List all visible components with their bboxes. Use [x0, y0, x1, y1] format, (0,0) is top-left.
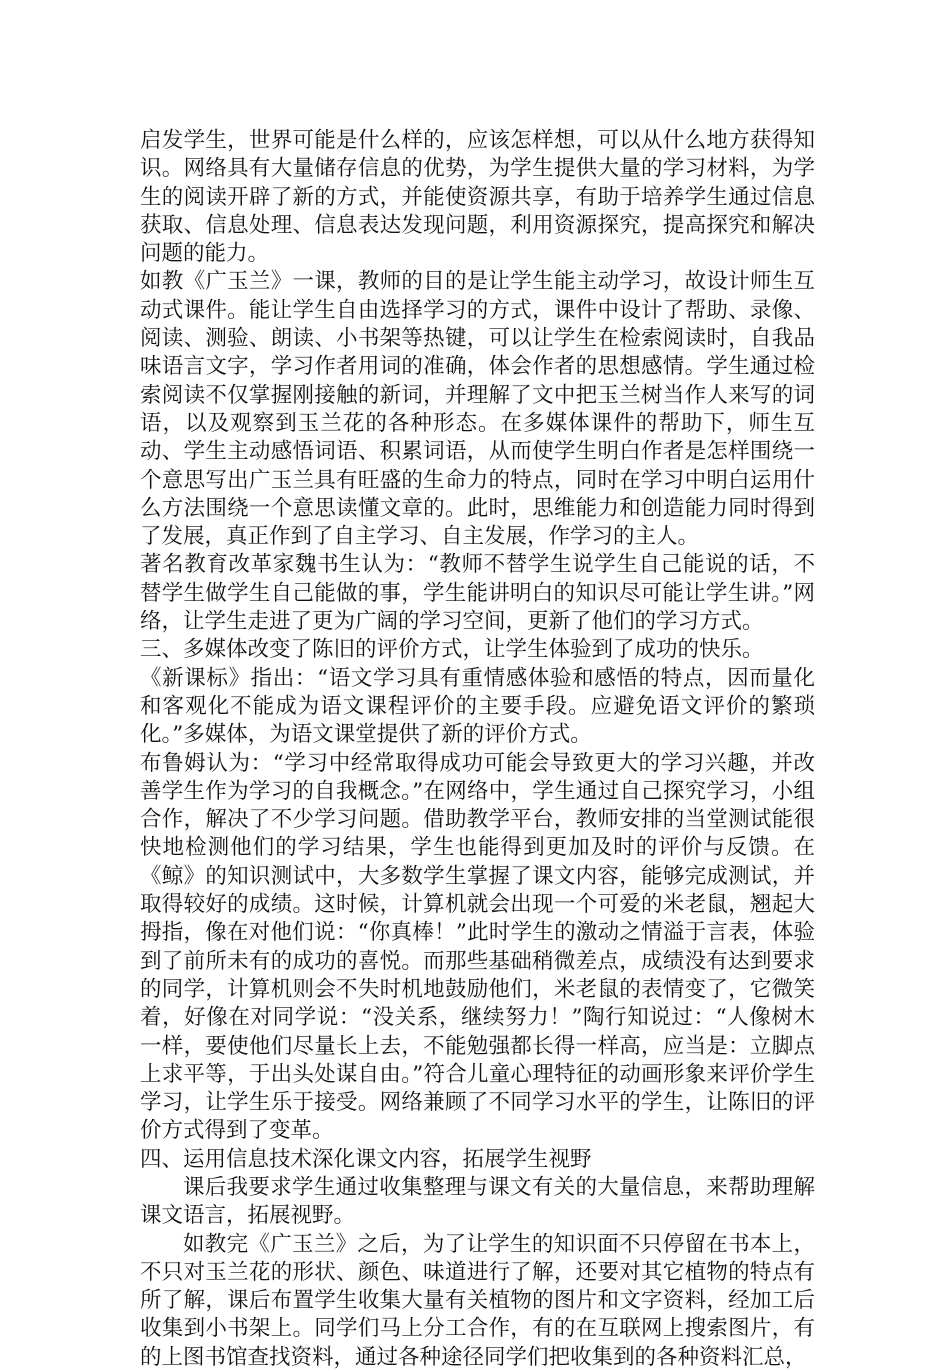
section-heading-four: 四、运用信息技术深化课文内容，拓展学生视野	[140, 1146, 592, 1172]
section-heading-three: 三、多媒体改变了陈旧的评价方式，让学生体验到了成功的快乐。	[140, 637, 764, 663]
document-body	[140, 127, 815, 1372]
paragraph-bloom-evaluation: 布鲁姆认为：“学习中经常取得成功可能会导致更大的学习兴趣，并改善学生作为学习的自我概念。”在网络中，学生通过自己探究学习，小组合作，解决了不少学习问题。借助教学平台，教师安排的当堂测试能很快地检测他们的学习结果，学生也能得到更加及时的评价与反馈。在《鲸》的知识测试中，大多数学生掌握了课文内容，能够完成测试，并取得较好的成绩。这时候，计算机就会出现一个可爱的米老鼠，翘起大拇指，像在对他们说：“你真棒！”此时学生的激动之情溢于言表，体验到了前所未有的成功的喜悦。而那些基础稍微差点，成绩没有达到要求的同学，计算机则会不失时机地鼓励他们，米老鼠的表情变了，它微笑着，好像在对同学说：“没关系，继续努力！”陶行知说过：“人像树木一样，要使他们尽量长上去，不能勉强都长得一样高，应当是：立脚点上求平等，于出头处谋自由。”符合儿童心理特征的动画形象来评价学生学习，让学生乐于接受。网络兼顾了不同学习水平的学生，让陈旧的评价方式得到了变革。	[140, 750, 815, 1144]
paragraph-intro-network: 启发学生，世界可能是什么样的，应该怎样想，可以从什么地方获得知识。网络具有大量储存信息的优势，为学生提供大量的学习材料，为学生的阅读开辟了新的方式，并能使资源共享，有助于培养学生通过信息获取、信息处理、信息表达发现问题，利用资源探究，提高探究和解决问题的能力。	[140, 128, 815, 267]
paragraph-wei-shusheng-quote: 著名教育改革家魏书生认为：“教师不替学生说学生自己能说的话，不替学生做学生自己能做的事，学生能讲明白的知识尽可能让学生讲。”网络，让学生走进了更为广阔的学习空间，更新了他们的学习方式。	[140, 552, 815, 635]
paragraph-guangyulan-courseware: 如教《广玉兰》一课，教师的目的是让学生能主动学习，故设计师生互动式课件。能让学生自由选择学习的方式，课件中设计了帮助、录像、阅读、测验、朗读、小书架等热键，可以让学生在检索阅读时，自我品味语言文字，学习作者用词的准确，体会作者的思想感情。学生通过检索阅读不仅掌握刚接触的新词，并理解了文中把玉兰树当作人来写的词语，以及观察到玉兰花的各种形态。在多媒体课件的帮助下，师生互动、学生主动感悟词语、积累词语，从而使学生明白作者是怎样围绕一个意思写出广玉兰具有旺盛的生命力的特点，同时在学习中明白运用什么方法围绕一个意思读懂文章的。此时，思维能力和创造能力同时得到了发展，真正作到了自主学习、自主发展，作学习的主人。	[140, 269, 815, 550]
paragraph-after-class-collection: 课后我要求学生通过收集整理与课文有关的大量信息，来帮助理解课文语言，拓展视野。	[140, 1174, 815, 1229]
paragraph-new-curriculum: 《新课标》指出：“语文学习具有重情感体验和感悟的特点，因而量化和客观化不能成为语文课程评价的主要手段。应避免语文评价的繁琐化。”多媒体，为语文课堂提供了新的评价方式。	[140, 665, 815, 748]
paragraph-guangyulan-extension: 如教完《广玉兰》之后，为了让学生的知识面不只停留在书本上，不只对玉兰花的形状、颜色、味道进行了解，还要对其它植物的特点有所了解，课后布置学生收集大量有关植物的图片和文字资料，经加工后收集到小书架上。同学们马上分工合作，有的在互联网上搜索图片，有的上图书馆查找资料，通过各种途径同学们把收集到的各种资料汇总，	[140, 1231, 815, 1370]
